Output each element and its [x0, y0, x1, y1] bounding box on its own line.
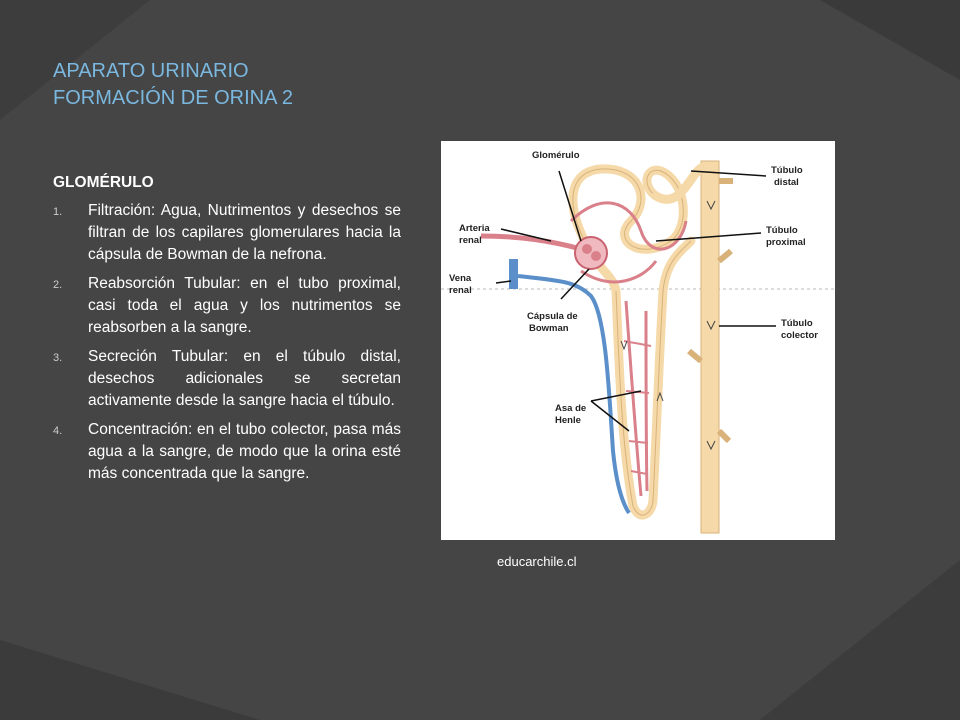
- image-credit: educarchile.cl: [497, 554, 577, 569]
- list-item: [53, 419, 401, 485]
- item-number: 2.: [53, 279, 63, 291]
- slide-title: [53, 58, 293, 112]
- process-list: [53, 200, 401, 485]
- label-capsula-1: Cápsula de: [527, 311, 578, 322]
- label-asa-2: Henle: [555, 415, 581, 426]
- title-line-2: FORMACIÓN DE ORINA 2: [53, 87, 294, 109]
- item-number: 1.: [53, 206, 63, 218]
- label-vena-2: renal: [449, 285, 472, 296]
- item-text: Filtración: Agua, Nutrimentos y desechos se filtran de los capilares glomerulares hacia la cápsula de Bowman de la nefrona.: [88, 202, 401, 263]
- list-item: [53, 273, 401, 339]
- label-tubulo-distal-1: Túbulo: [771, 165, 803, 176]
- item-number: 3.: [53, 352, 63, 364]
- label-arteria-2: renal: [459, 235, 482, 246]
- slide-content: [53, 172, 401, 492]
- list-item: [53, 200, 401, 266]
- item-text: Secreción Tubular: en el túbulo distal, desechos adicionales se secretan activamente desde la sangre hacia el túbulo.: [88, 348, 401, 409]
- list-item: [53, 346, 401, 412]
- nephron-diagram: [441, 141, 835, 540]
- item-number: 4.: [53, 425, 63, 437]
- label-glomerulo: Glomérulo: [532, 150, 580, 161]
- label-capsula-2: Bowman: [529, 323, 569, 334]
- label-asa-1: Asa de: [555, 403, 587, 414]
- label-tubulo-distal-2: distal: [774, 177, 799, 188]
- nephron-illustration: [441, 141, 835, 540]
- title-line-1: APARATO URINARIO: [53, 60, 249, 82]
- label-colector-2: colector: [781, 330, 818, 341]
- label-arteria-1: Arteria: [459, 223, 490, 234]
- label-colector-1: Túbulo: [781, 318, 813, 329]
- item-text: Concentración: en el tubo colector, pasa más agua a la sangre, de modo que la orina esté más concentrada que la sangre.: [88, 421, 401, 482]
- label-tubulo-proximal-1: Túbulo: [766, 225, 798, 236]
- section-heading: GLOMÉRULO: [53, 174, 154, 191]
- item-text: Reabsorción Tubular: en el tubo proximal, casi toda el agua y los nutrimentos se reabsorben a la sangre.: [88, 275, 401, 336]
- label-vena-1: Vena: [449, 273, 472, 284]
- label-tubulo-proximal-2: proximal: [766, 237, 806, 248]
